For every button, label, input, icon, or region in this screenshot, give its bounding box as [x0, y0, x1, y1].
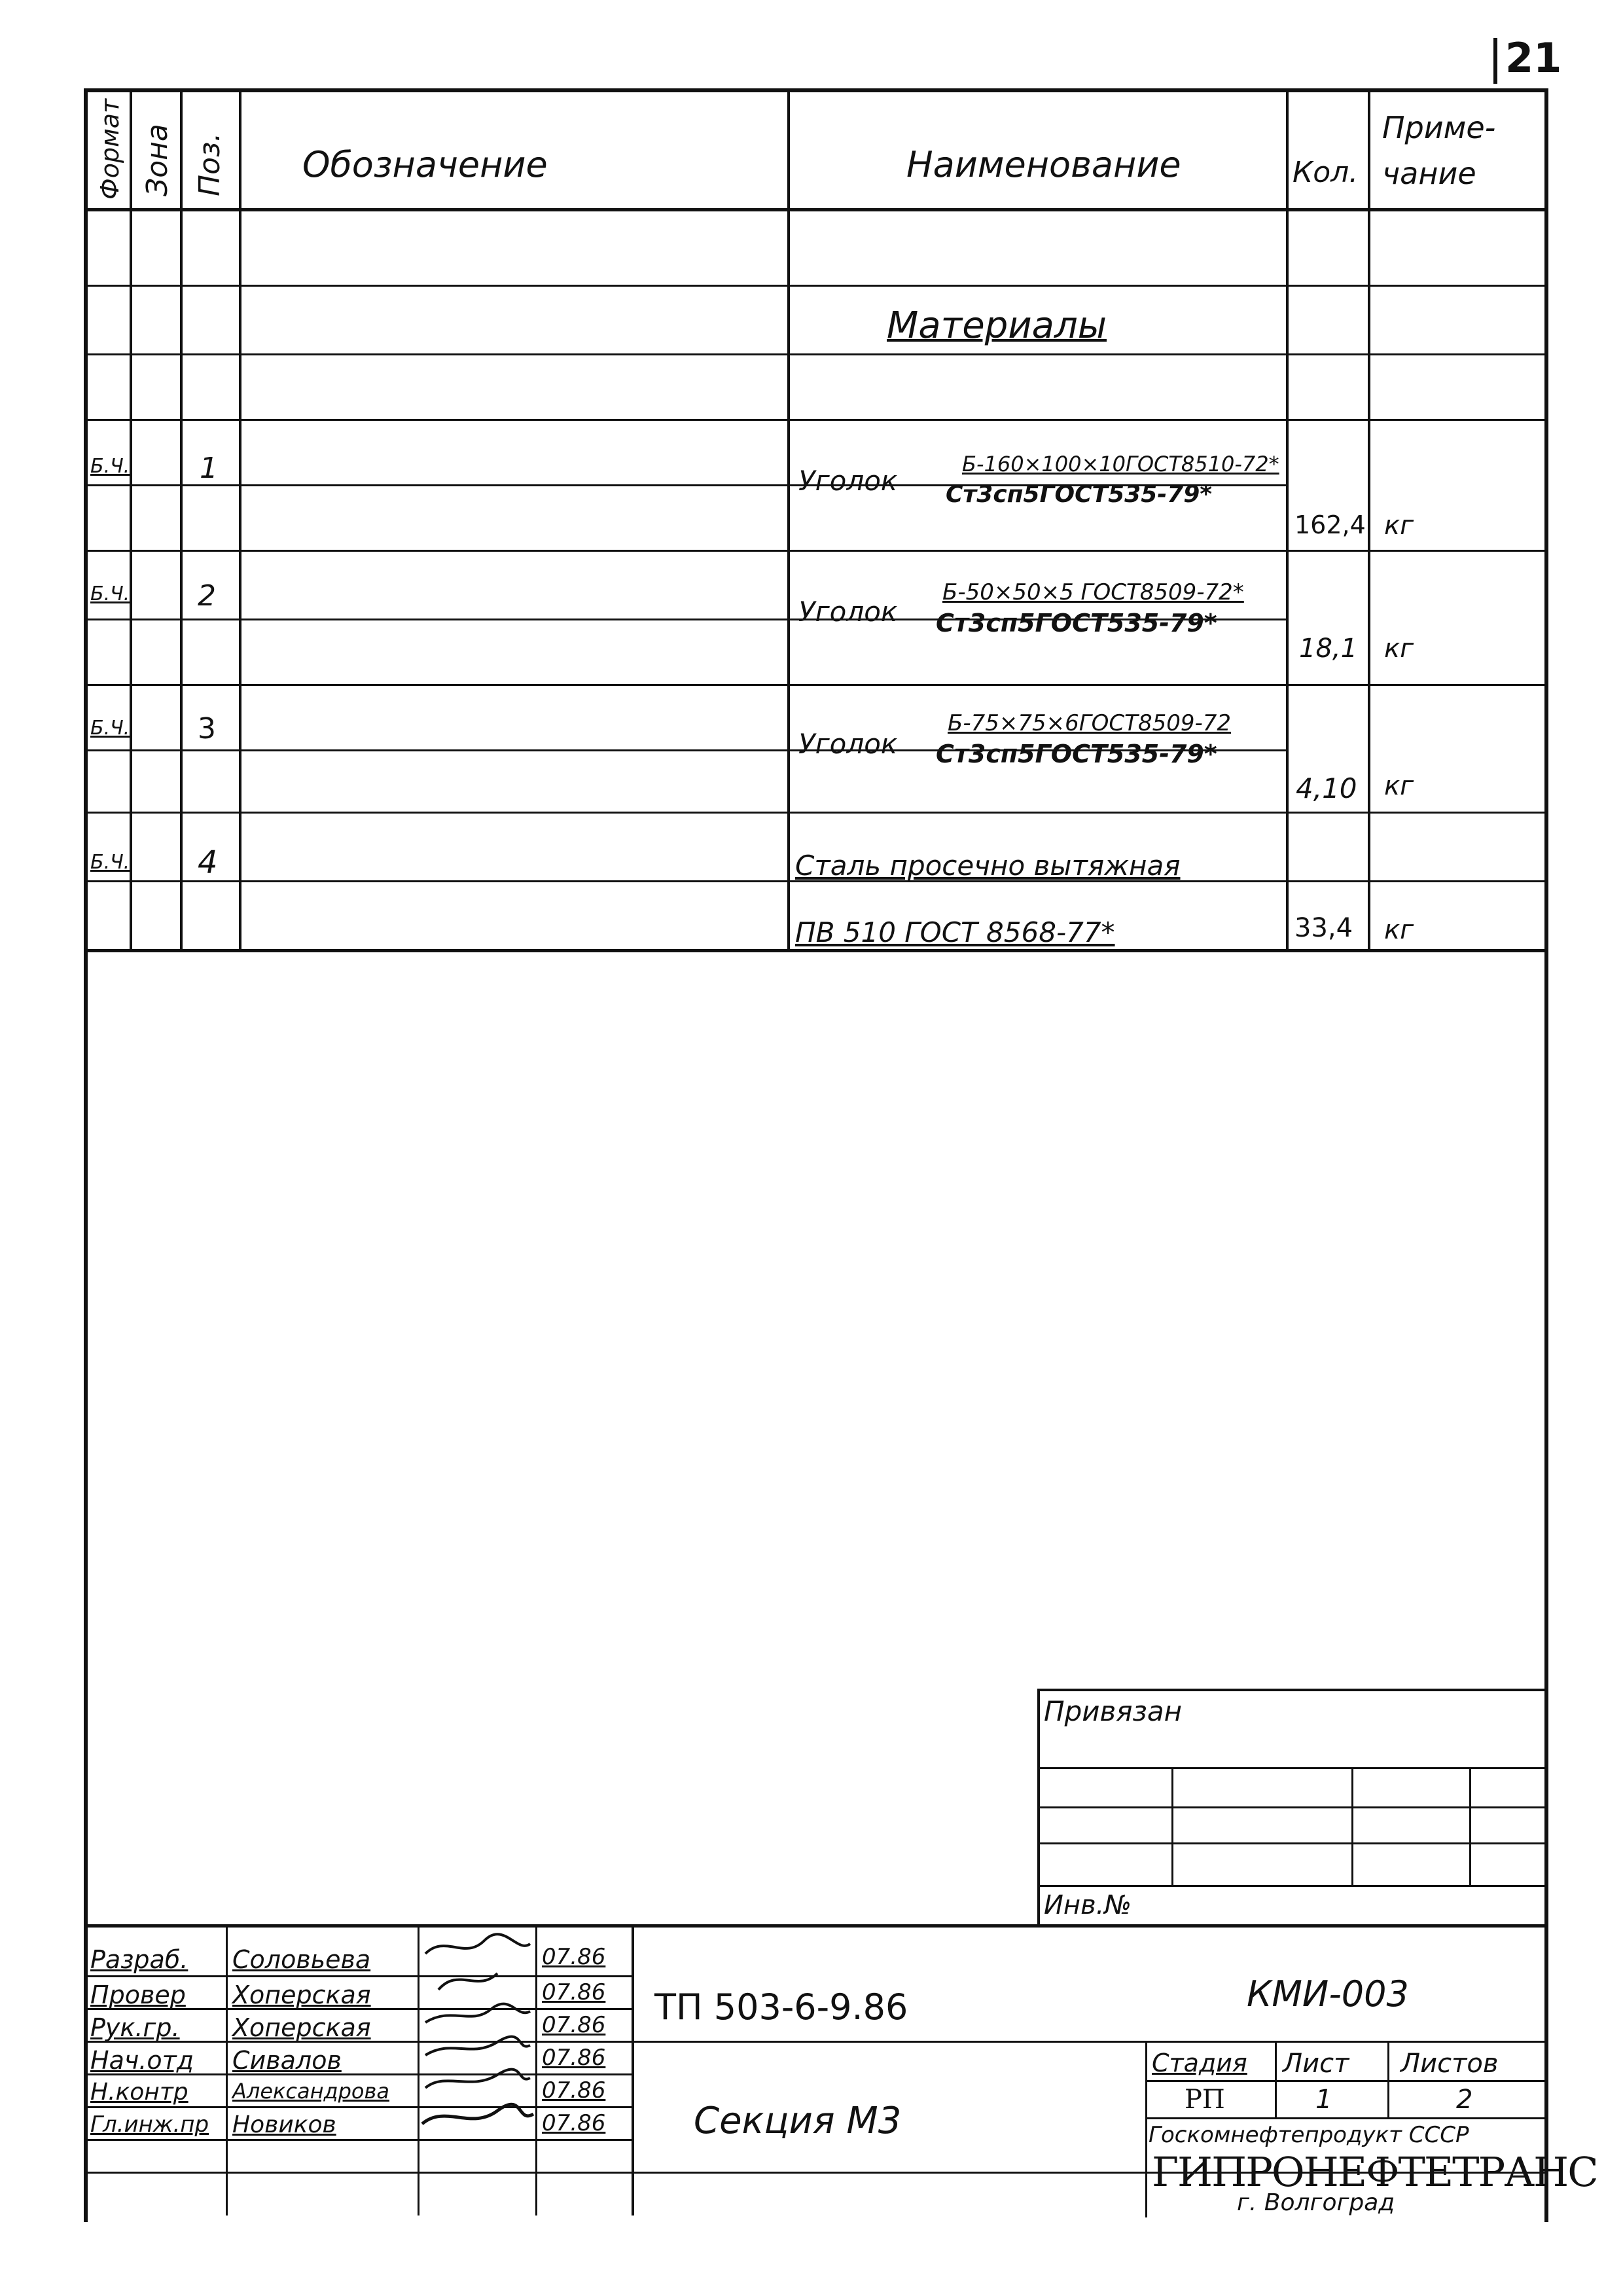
role-2-name: Хоперская	[232, 1981, 371, 2009]
row3-qty: 4,10	[1296, 772, 1357, 804]
role-3-name: Хоперская	[232, 2013, 371, 2042]
row4-name-2: ПВ 510 ГОСТ 8568-77*	[795, 916, 1115, 948]
role-2: Провер	[90, 1981, 186, 2009]
signature-marks	[419, 1928, 537, 2144]
row2-pos: 2	[198, 579, 216, 613]
project-code: ТП 503-6-9.86	[654, 1986, 908, 2028]
org-line-3: г. Волгоград	[1237, 2189, 1395, 2216]
role-5: Н.контр	[90, 2079, 188, 2106]
row4-name-1: Сталь просечно вытяжная	[795, 850, 1181, 882]
role-6-date: 07.86	[542, 2110, 606, 2136]
row4-format: Б.Ч.	[90, 851, 130, 874]
row1-spec-bottom: Ст3сп5ГОСТ535-79*	[946, 481, 1213, 508]
role-4-name: Сивалов	[232, 2046, 342, 2075]
header-note-2: чание	[1382, 156, 1476, 191]
row3-format: Б.Ч.	[90, 717, 130, 740]
stage-value: РП	[1185, 2085, 1225, 2115]
header-note-1: Приме-	[1382, 110, 1496, 145]
header-name: Наименование	[906, 144, 1181, 185]
row1-name: Уголок	[798, 465, 898, 497]
org-line-2: ГИПРОНЕФТЕТРАНС	[1152, 2148, 1597, 2196]
header-pos: Поз.	[193, 132, 226, 196]
row1-pos: 1	[200, 452, 218, 485]
row1-qty: 162,4	[1294, 511, 1366, 539]
role-3-date: 07.86	[542, 2012, 606, 2038]
sheets-value: 2	[1456, 2085, 1473, 2115]
binding-inv: Инв.№	[1044, 1890, 1132, 1920]
section-title: Материалы	[887, 304, 1107, 347]
row2-spec-bottom: Ст3сп5ГОСТ535-79*	[936, 609, 1217, 637]
row3-pos: 3	[198, 712, 216, 745]
row4-pos: 4	[198, 844, 218, 881]
header-designation: Обозначение	[302, 144, 548, 185]
header-qty: Кол.	[1293, 156, 1359, 189]
stage-label: Стадия	[1152, 2049, 1247, 2077]
frame-right	[1544, 88, 1548, 2222]
row2-name: Уголок	[798, 596, 898, 628]
row3-name: Уголок	[798, 728, 898, 760]
role-6: Гл.инж.пр	[90, 2111, 209, 2138]
header-format: Формат	[96, 98, 124, 200]
role-1-name: Соловьева	[232, 1945, 371, 1974]
page-number: 21	[1505, 34, 1562, 82]
row4-unit: кг	[1384, 915, 1414, 945]
row3-spec-bottom: Ст3сп5ГОСТ535-79*	[936, 740, 1217, 768]
role-2-date: 07.86	[542, 1979, 606, 2005]
frame-left	[84, 88, 88, 2222]
row4-qty: 33,4	[1294, 913, 1353, 943]
row2-unit: кг	[1384, 634, 1414, 664]
frame-top	[84, 88, 1548, 92]
section-name: Секция М3	[694, 2100, 902, 2142]
row3-unit: кг	[1384, 771, 1414, 801]
role-4-date: 07.86	[542, 2045, 606, 2071]
binding-label: Привязан	[1044, 1695, 1183, 1727]
document-code: КМИ-003	[1247, 1973, 1409, 2015]
row1-unit: кг	[1384, 511, 1414, 541]
role-5-name: Александрова	[232, 2079, 389, 2104]
row2-qty: 18,1	[1299, 634, 1358, 664]
sheet-label: Лист	[1283, 2049, 1349, 2079]
row3-spec-top: Б-75×75×6ГОСТ8509-72	[948, 710, 1232, 736]
role-3: Рук.гр.	[90, 2013, 180, 2042]
role-6-name: Новиков	[232, 2111, 336, 2138]
org-line-1: Госкомнефтепродукт СССР	[1149, 2122, 1469, 2148]
role-1: Разраб.	[90, 1945, 188, 1974]
sheet-value: 1	[1315, 2085, 1332, 2115]
role-4: Нач.отд	[90, 2046, 194, 2075]
role-5-date: 07.86	[542, 2077, 606, 2104]
header-zone: Зона	[141, 124, 174, 196]
sheets-label: Листов	[1400, 2049, 1499, 2079]
row2-format: Б.Ч.	[90, 583, 130, 605]
row1-spec-top: Б-160×100×10ГОСТ8510-72*	[962, 452, 1279, 476]
role-1-date: 07.86	[542, 1944, 606, 1970]
row1-format: Б.Ч.	[90, 455, 130, 478]
row2-spec-top: Б-50×50×5 ГОСТ8509-72*	[942, 579, 1244, 605]
